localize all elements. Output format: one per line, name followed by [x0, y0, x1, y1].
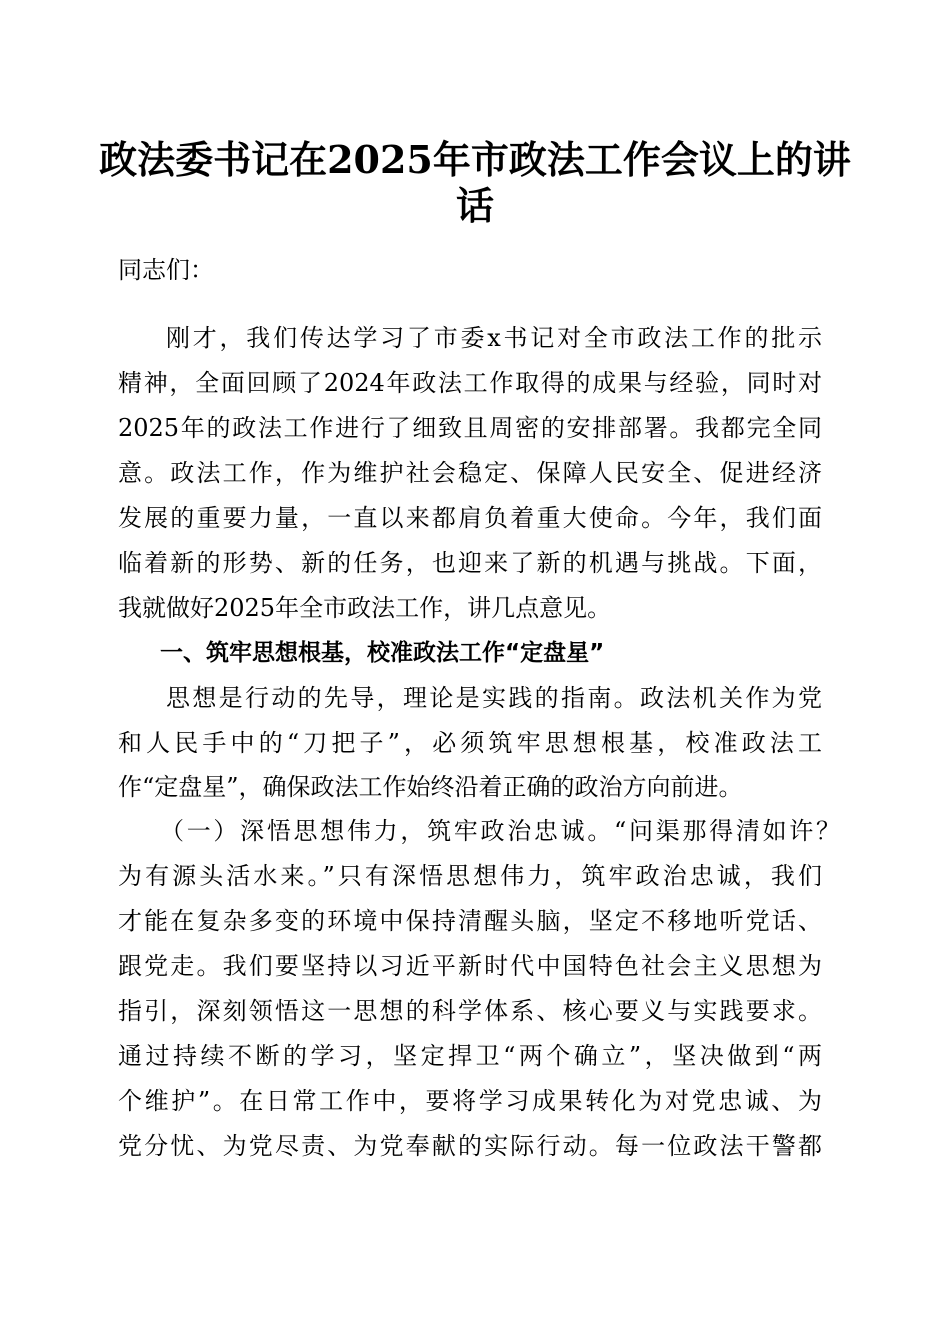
- body-line: 刚才，我们传达学习了市委x书记对全市政法工作的批示: [166, 324, 822, 352]
- subsection-heading-1: （一）深悟思想伟力，筑牢政治忠诚。“问渠那得清如许？: [160, 817, 840, 845]
- document-title-line-2: 话: [455, 183, 494, 228]
- body-line: 为有源头活水来。”只有深悟思想伟力，筑牢政治忠诚，我们: [118, 862, 822, 890]
- body-line: 跟党走。我们要坚持以习近平新时代中国特色社会主义思想为: [118, 952, 822, 980]
- body-line: 精神，全面回顾了2024年政法工作取得的成果与经验，同时对: [118, 369, 822, 397]
- body-line: 指引，深刻领悟这一思想的科学体系、核心要义与实践要求。: [118, 997, 822, 1025]
- body-line: 发展的重要力量，一直以来都肩负着重大使命。今年，我们面: [118, 504, 822, 532]
- body-line: 党分忧、为党尽责、为党奉献的实际行动。每一位政法干警都: [118, 1132, 822, 1160]
- body-line: 个维护”。在日常工作中，要将学习成果转化为对党忠诚、为: [118, 1087, 822, 1115]
- body-line: 我就做好2025年全市政法工作，讲几点意见。: [118, 594, 612, 622]
- body-line: 思想是行动的先导，理论是实践的指南。政法机关作为党: [166, 684, 822, 712]
- body-line: 作“定盘星”，确保政法工作始终沿着正确的政治方向前进。: [118, 773, 743, 801]
- document-title-line-1: 政法委书记在2025年市政法工作会议上的讲: [99, 137, 851, 182]
- body-line: 才能在复杂多变的环境中保持清醒头脑，坚定不移地听党话、: [118, 907, 822, 935]
- body-line: 意。政法工作，作为维护社会稳定、保障人民安全、促进经济: [118, 459, 822, 487]
- body-line: 2025年的政法工作进行了细致且周密的安排部署。我都完全同: [118, 414, 822, 442]
- body-line: 临着新的形势、新的任务，也迎来了新的机遇与挑战。下面，: [118, 549, 822, 577]
- salutation: 同志们：: [118, 256, 214, 284]
- body-line: 通过持续不断的学习，坚定捍卫“两个确立”，坚决做到“两: [118, 1042, 822, 1070]
- body-line: 和人民手中的“刀把子”，必须筑牢思想根基，校准政法工: [118, 729, 822, 757]
- section-heading-1: 一、筑牢思想根基，校准政法工作“定盘星”: [160, 640, 605, 666]
